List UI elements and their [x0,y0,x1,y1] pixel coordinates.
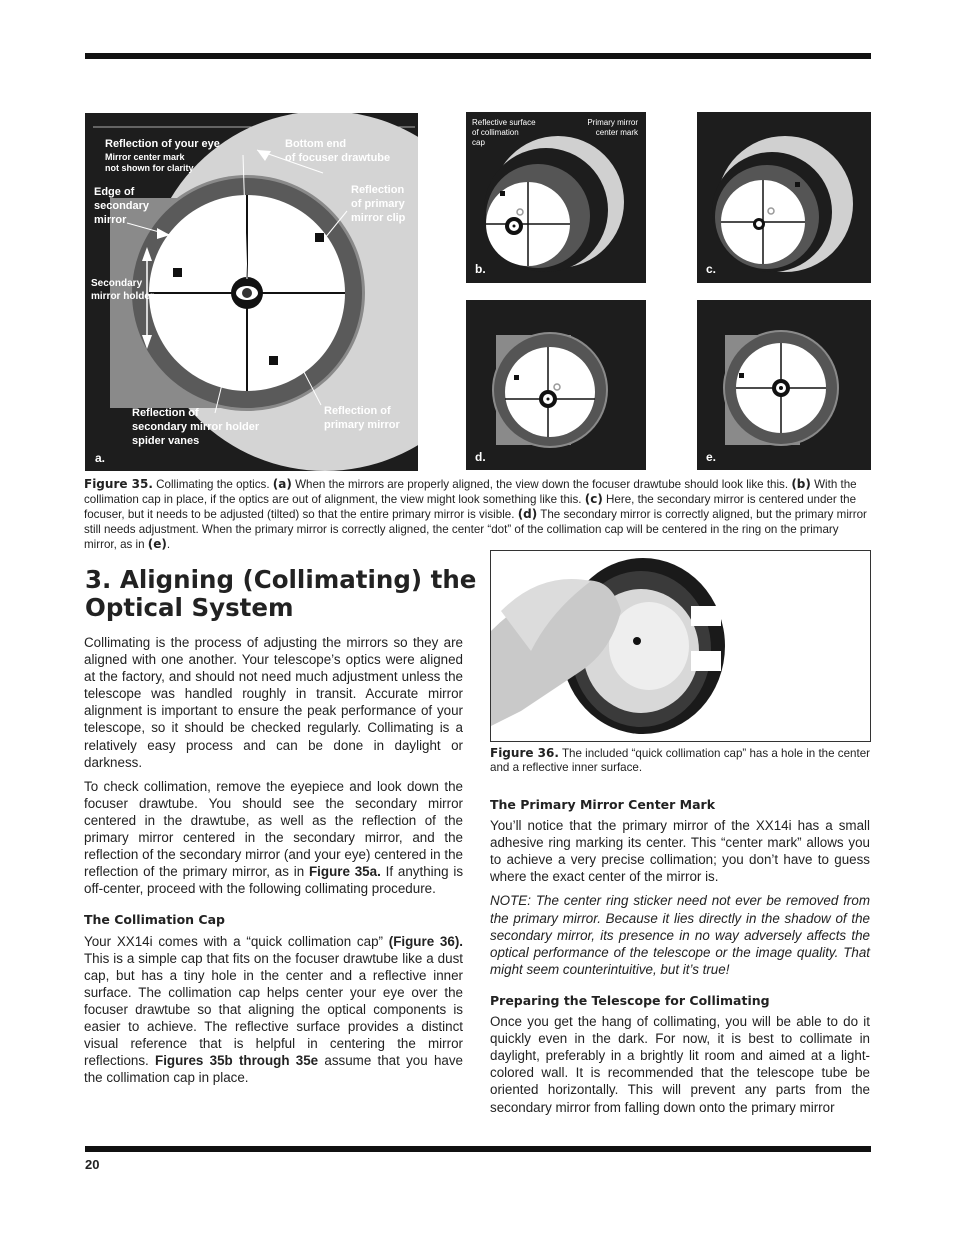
heading-preparing-telescope: Preparing the Telescope for Collimating [490,992,770,1008]
figure-reference: (Figure 36). [388,933,463,949]
caption-letter-d: (d) [517,507,538,522]
paragraph-collimation-cap [84,933,463,1087]
figure-35e-panel [697,300,871,470]
paragraph-preparing: Once you get the hang of collimating, you will be able to do it quickly even in the dark. For now, it is best to collimate in daylight, preferably in a brightly lit room and aimed at a light-colored wall. It is recommended that the telescope tube be oriented horizontally. This will prevent any parts from the secondary mirror from falling down onto the primary mirror [490,1014,870,1115]
panel-b-label: b. [475,262,486,276]
figure-36-caption [490,746,870,775]
figure-35d-panel [466,300,646,470]
caption-letter-e: (e) [147,536,167,551]
text-span: To check collimation, remove the eyepiece and look down the focuser drawtube. You should see the secondary mirror centered in the drawtube, as well as the reflection of the primary mirror centered in the secondary mirror, and the reflection of the secondary mirror (and your eye) centered in the reflection of the primary mirror, as in [84,778,463,880]
paragraph-center-mark: You’ll notice that the primary mirror of the XX14i has a small adhesive ring marking its center. This “center mark” allows you to achieve a very precise collimation; you don’t have to guess where the exact center of the mirror is. [490,818,870,885]
figure-35c-diagram [697,112,871,283]
annotation-spider-vanes: Reflection of secondary mirror holder spider vanes [132,407,260,447]
paragraph-collimating: Collimating is the process of adjusting the mirrors so they are aligned with one another. Your telescope’s optics were aligned at the factory, and should not need much adjustment unless the telescope was handled roughly in transit. Accurate mirror alignment is important to ensure the peak performance of your telescope, so it should be checked regularly. Collimating is a relatively easy process and can be done in daylight or darkness. [84,635,463,770]
figure-36-photo [490,550,871,742]
caption-text: Collimating the optics. [152,478,273,491]
annotation-reflective-surface: Reflective surface of collimation cap [472,118,536,147]
annotation-bottom-end: Bottom end of focuser drawtube [285,138,391,164]
text-span: If anything is off-center, proceed with the following collimating procedure. [84,864,464,897]
panel-a-label: a. [95,451,106,465]
annotation-reflection-eye: Reflection of your eye [105,138,220,150]
right-column [490,782,870,1123]
heading-collimation-cap: The Collimation Cap [84,912,225,928]
caption-text: The included “quick collimation cap” has a hole in the center and a reflective inner surface. [490,747,870,775]
paragraph-note: NOTE: The center ring sticker need not ever be removed from the primary mirror. Because it lies directly in the shadow of the secondary mirror, its presence in no way adversely affects the optical performance of the telescope or the image quality. That might seem counterintuitive, but it’s true! [490,893,870,977]
figure-35-caption [84,477,870,552]
caption-letter-a: (a) [272,477,292,491]
caption-text: The secondary mirror is correctly aligned, but the primary mirror still needs adjustment. When the primary mirror is correctly aligned, the center “dot” of the collimation cap will be centered in the ring on the primary mirror, as in [84,508,867,551]
figure-35-number: Figure 35. [84,477,153,491]
page-number: 20 [85,1157,100,1172]
caption-letter-b: (b) [791,477,811,491]
collimation-cap-photo [491,551,870,741]
text-span: assume that you have the collimation cap in place. [84,1053,463,1086]
text-span: This is a simple cap that fits on the focuser drawtube like a dust cap, but has a tiny hole in the center and a reflective inner surface. The collimation cap helps center your eye over the focuser drawtube so that aligning the optical components is easier to achieve. The reflective surface provides a distinct visual reference that is helpful in centering the mirror reflections. [84,950,463,1069]
panel-c-label: c. [706,262,717,276]
figure-36-number: Figure 36. [490,746,559,760]
panel-e-label: e. [706,450,717,464]
annotation-primary-reflection: Reflection of primary mirror [324,405,400,431]
caption-text: With the collimation cap in place, if the optics are out of alignment, the view might look something like this. [84,478,857,507]
figure-reference: Figures 35b through 35e [155,1053,319,1069]
annotation-secondary-holder: Secondary mirror holder [91,278,154,302]
caption-text: . [166,537,171,551]
annotation-edge-secondary: Edge of secondary mirror [94,186,150,226]
figure-35e-diagram [697,300,871,470]
caption-text: When the mirrors are properly aligned, the view down the focuser drawtube should look like this. [291,478,792,491]
figure-reference: Figure 35a. [309,864,381,880]
figure-35c-panel [697,112,871,283]
annotation-center-mark: Mirror center mark not shown for clarity [105,152,194,173]
figure-35d-diagram [466,300,646,470]
caption-text: Here, the secondary mirror is centered under the focuser, but it needs to be adjusted (tilted) so that the entire primary mirror is visible. [84,493,857,522]
panel-d-label: d. [475,450,486,464]
paragraph-check-collimation [84,778,463,898]
text-span: Your XX14i comes with a “quick collimation cap” [84,933,389,949]
heading-primary-center-mark: The Primary Mirror Center Mark [490,797,716,812]
top-rule [85,53,871,59]
bottom-rule [85,1146,871,1152]
figure-35b-panel [466,112,646,283]
figure-35a-panel [85,113,418,471]
left-column [84,634,463,1093]
caption-letter-c: (c) [584,492,603,507]
annotation-mirror-clip: Reflection of primary mirror clip [351,184,406,224]
annotation-primary-center-mark: Primary mirror center mark [587,118,638,137]
section-title: 3. Aligning (Collimating) the Optical System [85,565,477,622]
